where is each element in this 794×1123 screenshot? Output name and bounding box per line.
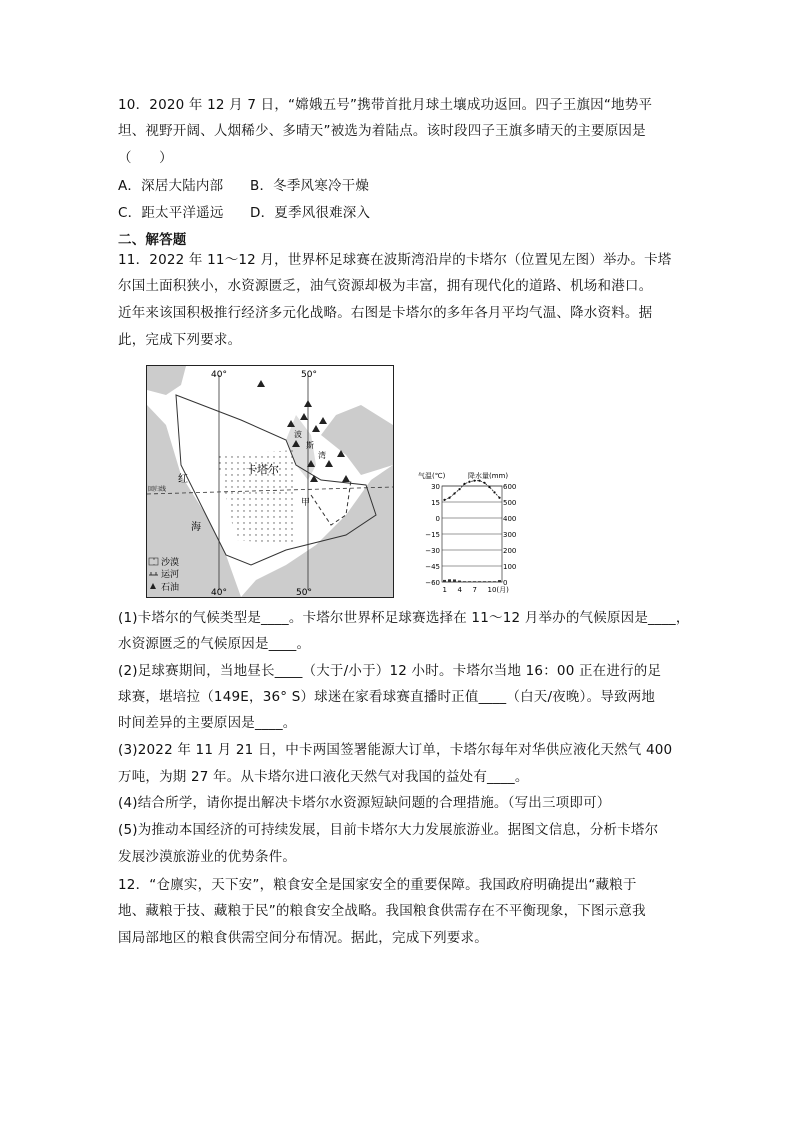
q11-intro-line: 此，完成下列要求。 <box>118 332 242 348</box>
map-lon-label: 50° <box>296 588 312 598</box>
climate-chart <box>418 468 528 598</box>
temp-tick-label: 30 <box>431 483 440 491</box>
q10-answer-bracket: （ ） <box>118 150 173 166</box>
temp-axis-label: 气温(℃) <box>418 472 446 480</box>
temp-point <box>468 481 470 483</box>
precip-tick-label: 200 <box>503 547 517 555</box>
q11-question-line: 时间差异的主要原因是____。 <box>118 715 297 731</box>
precip-bar <box>463 581 466 582</box>
legend-oil: 石油 <box>161 583 180 593</box>
temp-tick-label: −30 <box>425 547 440 555</box>
precip-bar <box>498 580 501 582</box>
q11-intro-line: 尔国土面积狭小，水资源匮乏，油气资源却极为丰富，拥有现代化的道路、机场和港口。 <box>118 278 653 294</box>
map-lon-label: 40° <box>211 588 227 598</box>
temp-point <box>448 497 450 499</box>
precip-tick-label: 0 <box>503 579 508 587</box>
temp-tick-label: −45 <box>425 563 440 571</box>
q11-question-line: (4)结合所学，请你提出解决卡塔尔水资源短缺问题的合理措施。（写出三项即可） <box>118 795 611 811</box>
map-label-red: 红 <box>178 474 188 485</box>
temp-point <box>483 482 485 484</box>
q12-line: 国局部地区的粮食供需空间分布情况。据此，完成下列要求。 <box>118 930 488 946</box>
month-tick-label: 10(月) <box>487 586 509 594</box>
temp-point <box>493 491 495 493</box>
map-label-jia: 甲 <box>301 498 311 508</box>
temp-line <box>445 481 500 500</box>
map-label-gulf: 湾 <box>318 451 326 460</box>
precip-bar <box>493 581 496 582</box>
temp-point <box>478 480 480 482</box>
legend-canal: 运河 <box>161 570 180 580</box>
q10-option-b: B．冬季风寒冷干燥 <box>250 178 370 194</box>
q11-question-line: (1)卡塔尔的气候类型是____。卡塔尔世界杯足球赛选择在 11～12 月举办的气候原因是____， <box>118 610 690 626</box>
precip-tick-label: 100 <box>503 563 517 571</box>
q11-question-line: (3)2022 年 11 月 21 日，中卡两国签署能源大订单，卡塔尔每年对华供应液化天然气 400 <box>118 742 673 758</box>
temp-point <box>473 480 475 482</box>
section-heading: 二、解答题 <box>118 232 187 248</box>
legend-desert: 沙漠 <box>161 558 180 568</box>
map-label-sea: 海 <box>191 522 201 533</box>
temp-tick-label: 0 <box>435 515 440 523</box>
temp-point <box>458 488 460 490</box>
precip-bar <box>458 581 461 582</box>
q10-line: 10．2020 年 12 月 7 日，“嫦娥五号”携带首批月球土壤成功返回。四子王旗因“地势平 <box>118 97 653 113</box>
temp-tick-label: 15 <box>431 499 440 507</box>
precip-bar <box>443 580 446 582</box>
temp-point <box>463 483 465 485</box>
q11-intro-line: 11．2022 年 11～12 月，世界杯足球赛在波斯湾沿岸的卡塔尔（位置见左图）举办。卡塔 <box>118 252 672 268</box>
q11-question-line: 水资源匮乏的气候原因是____。 <box>118 636 311 652</box>
precip-tick-label: 400 <box>503 515 517 523</box>
map-lon-label: 40° <box>211 370 227 380</box>
q10-option-c: C．距太平洋遥远 <box>118 205 224 221</box>
q12-line: 地、藏粮于技、藏粮于民”的粮食安全战略。我国粮食供需存在不平衡现象，下图示意我 <box>118 903 646 919</box>
arabian-peninsula-map <box>146 365 394 598</box>
precip-bar <box>453 579 456 582</box>
temp-point <box>498 497 500 499</box>
temp-tick-label: −60 <box>425 579 440 587</box>
temp-tick-label: −15 <box>425 531 440 539</box>
q11-question-line: 万吨，为期 27 年。从卡塔尔进口液化天然气对我国的益处有____。 <box>118 769 529 785</box>
q11-question-line: (2)足球赛期间，当地昼长____（大于/小于）12 小时。卡塔尔当地 16：00 正在进行的足 <box>118 663 662 679</box>
temp-point <box>488 486 490 488</box>
precip-bar <box>488 581 491 582</box>
precip-axis-label: 降水量(mm) <box>468 472 509 480</box>
map-label-qatar: 卡塔尔 <box>246 463 279 476</box>
q11-question-line: 发展沙漠旅游业的优势条件。 <box>118 849 297 865</box>
map-label-gulf: 斯 <box>306 441 314 450</box>
q12-line: 12．“仓廪实，天下安”，粮食安全是国家安全的重要保障。我国政府明确提出“藏粮于 <box>118 877 637 893</box>
month-tick-label: 4 <box>457 586 462 594</box>
temp-point <box>453 492 455 494</box>
q10-line: 坦、视野开阔、人烟稀少、多晴天”被选为着陆点。该时段四子王旗多晴天的主要原因是 <box>118 123 646 139</box>
precip-bar <box>468 581 471 582</box>
precip-tick-label: 500 <box>503 499 517 507</box>
precip-bar <box>473 581 476 582</box>
q10-option-d: D．夏季风很难深入 <box>250 205 371 221</box>
map-label-tropic: 回归线 <box>148 486 167 493</box>
map-lon-label: 50° <box>301 370 317 380</box>
temp-point <box>443 499 445 501</box>
precip-tick-label: 600 <box>503 483 517 491</box>
map-label-gulf: 波 <box>294 430 302 439</box>
precip-tick-label: 300 <box>503 531 517 539</box>
month-tick-label: 7 <box>472 586 477 594</box>
precip-bar <box>483 581 486 582</box>
precip-bar <box>448 579 451 582</box>
q11-intro-line: 近年来该国积极推行经济多元化战略。右图是卡塔尔的多年各月平均气温、降水资料。据 <box>118 305 653 321</box>
q11-question-line: 球赛，堪培拉（149E，36° S）球迷在家看球赛直播时正值____（白天/夜晚）。导致两地 <box>118 689 656 705</box>
precip-bar <box>478 581 481 582</box>
q11-question-line: (5)为推动本国经济的可持续发展，目前卡塔尔大力发展旅游业。据图文信息，分析卡塔尔 <box>118 822 659 838</box>
month-tick-label: 1 <box>442 586 447 594</box>
q10-option-a: A．深居大陆内部 <box>118 178 224 194</box>
